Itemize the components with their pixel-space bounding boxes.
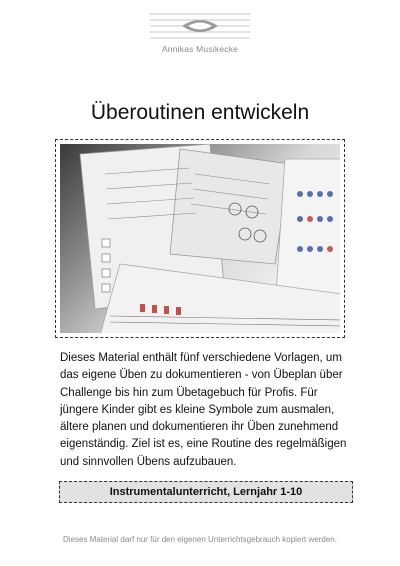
worksheet-photo — [60, 144, 340, 333]
music-staff-logo-icon — [150, 12, 250, 62]
description-text: Dieses Material enthält fünf verschiedene Vorlagen, um das eigene Üben zu dokumentieren - von Übeplan über Challenge bis hin zum Übetagebuch für Profis. Für jüngere Kinder gibt es kleine Symbole zum ausmalen, ältere planen und dokumentieren ihr Üben zunehmend eigenständig. Ziel ist es, eine Routine des regelmäßigen und sinnvollen Übens aufzubauen. — [60, 352, 347, 468]
photo-frame — [55, 139, 345, 338]
brand-name: Annikas Musikecke — [161, 44, 239, 54]
copyright-notice: Dieses Material darf nur für den eigenen Unterrichtsgebrauch kopiert werden. — [63, 535, 337, 544]
course-banner — [59, 481, 353, 503]
course-banner-label: Instrumentalunterricht, Lernjahr 1-10 — [109, 486, 303, 498]
page-title: Überoutinen entwickeln — [90, 101, 310, 124]
